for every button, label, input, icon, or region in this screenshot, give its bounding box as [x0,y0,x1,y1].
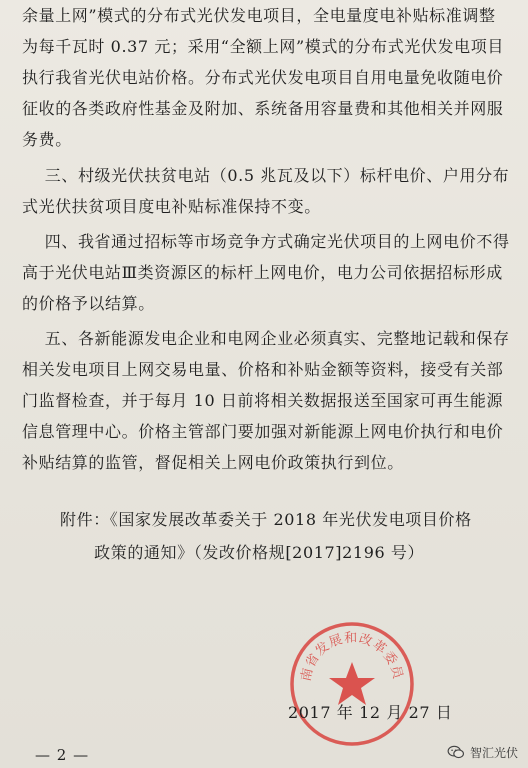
paragraph-item-4: 四、我省通过招标等市场竞争方式确定光伏项目的上网电价不得高于光伏电站Ⅲ类资源区的标杆上网电价，电力公司依据招标形成的价格予以结算。 [22,232,510,313]
seal-text: 南省发展和改革委员 [298,630,406,683]
attachment-note: 附件：《国家发展改革委关于 2018 年光伏发电项目价格 政策的通知》（发改价格规[2017]2196 号） [60,510,472,562]
paragraph-item-3: 三、村级光伏扶贫电站（0.5 兆瓦及以下）标杆电价、户用分布式光伏扶贫项目度电补贴标准保持不变。 [22,166,510,216]
official-seal [286,618,418,750]
watermark [447,741,518,763]
seal-star-icon [329,662,375,705]
watermark-label: 智汇光伏 [469,745,518,760]
paragraph-item-5: 五、各新能源发电企业和电网企业必须真实、完整地记载和保存相关发电项目上网交易电量、价格和补贴金额等资料，接受有关部门监督检查，并于每月 10 日前将相关数据报送至国家可再生能源信息管理中心。价格主管部门要加强对新能源上网电价执行和电价补贴结算的监管，督促相关上网电价政策执行到位。 [22,329,510,472]
paragraph-distributed-pv: 余量上网”模式的分布式光伏发电项目，全电量度电补贴标准调整为每千瓦时 0.37 元；采用“全额上网”模式的分布式光伏发电项目执行我省光伏电站价格。分布式光伏发电项目自用电量免收随电价征收的各类政府性基金及附加、系统备用容量费和其他相关并网服务费。 [22,6,504,149]
wechat-icon [447,745,465,759]
page-number: — 2 — [35,746,90,764]
issue-date: 2017 年 12 月 27 日 [288,703,453,722]
